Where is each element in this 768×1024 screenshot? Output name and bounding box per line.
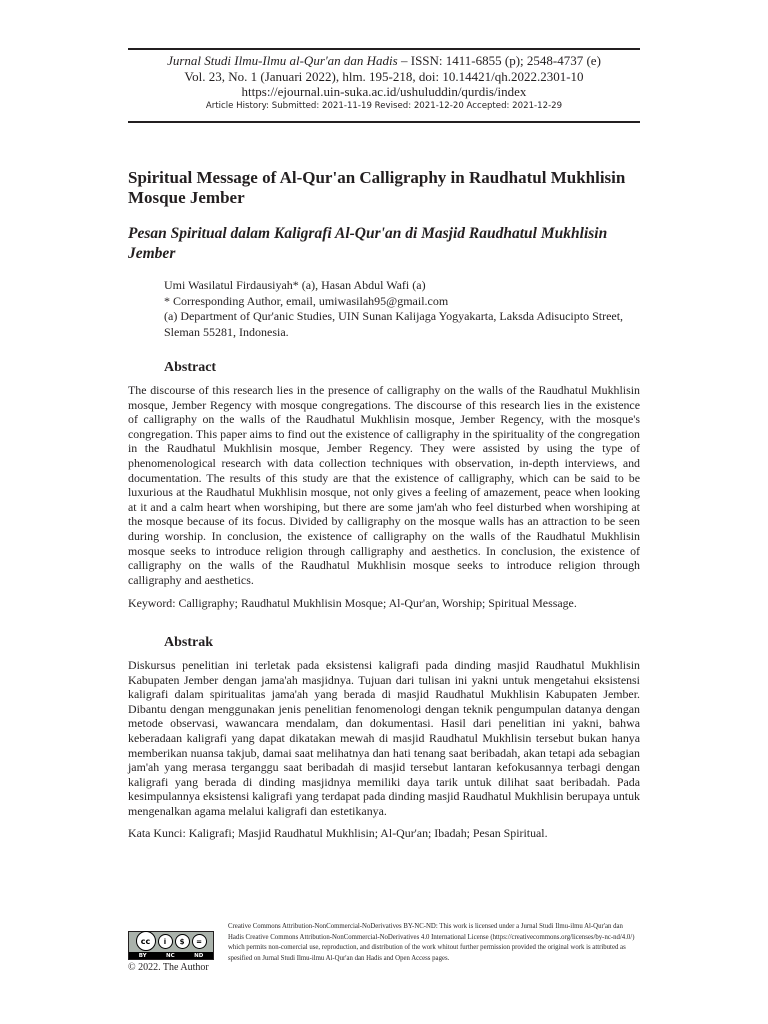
- journal-url[interactable]: https://ejournal.uin-suka.ac.id/ushuluddin/qurdis/index: [241, 84, 527, 99]
- header-bottom-rule: [128, 121, 640, 123]
- author-block: [164, 278, 640, 340]
- issn: – ISSN: 1411-6855 (p); 2548-4737 (e): [397, 53, 601, 68]
- article-title: Spiritual Message of Al-Qur'an Calligraphy in Raudhatul Mukhlisin Mosque Jember: [128, 168, 626, 207]
- cc-icon-row: [136, 934, 207, 951]
- nd-label: ND: [194, 952, 204, 959]
- copyright: © 2022. The Author: [128, 962, 209, 973]
- kata-kunci: Kata Kunci: Kaligrafi; Masjid Raudhatul Mukhlisin; Al-Qur'an; Ibadah; Pesan Spiritual.: [128, 826, 548, 840]
- abstrak-heading: Abstrak: [164, 635, 214, 650]
- nd-icon: =: [192, 934, 207, 949]
- journal-line: [128, 53, 640, 69]
- cc-icon: cc: [136, 931, 156, 951]
- journal-name: Jurnal Studi Ilmu-Ilmu al-Qur'an dan Hadis: [167, 53, 398, 68]
- abstract-text: The discourse of this research lies in the presence of calligraphy on the walls of the Raudhatul Mukhlisin mosque, Jember Regency with mosque congregations. The discourse of this research lies in the existence of calligraphy on the walls of the Raudhatul Mukhlisin mosque, Jember Regency, with the mosque's congregation. This paper aims to find out the existence of calligraphy in the spirituality of the congregation in the Raudhatul Mukhlisin mosque, Jember Regency. They were assisted by using the type of phenomenological research with data collection techniques with observation, in-depth interviews, and documentation. The results of this study are that the existence of calligraphy, which can be said to be luxurious at the Raudhatul Mukhlisin mosque, not only gives a feeling of amazement, peace when looking at it and a calm heart when worshiping, but there are some jam'ah who feel disturbed when worshiping at the mosque because of its focus. Divided by calligraphy on the mosque walls has an attraction to be seen during worship. In conclusion, the existence of calligraphy on the walls of the Raudhatul Mukhlisin mosque seeks to introduce religion through calligraphy and aesthetics. In conclusion, the existence of calligraphy on the walls of the Raudhatul Mukhlisin mosque seeks to introduce religion through calligraphy and aesthetics.: [128, 383, 640, 587]
- by-icon: i: [158, 934, 173, 949]
- author-names: Umi Wasilatul Firdausiyah* (a), Hasan Abdul Wafi (a): [164, 278, 426, 292]
- by-label: BY: [138, 952, 147, 959]
- abstract-heading: Abstract: [164, 360, 217, 375]
- cc-license-badge[interactable]: [128, 931, 214, 960]
- keywords: Keyword: Calligraphy; Raudhatul Mukhlisin Mosque; Al-Qur'an, Worship; Spiritual Message.: [128, 596, 577, 610]
- nc-icon: $: [175, 934, 190, 949]
- volume-line: Vol. 23, No. 1 (Januari 2022), hlm. 195-218, doi: 10.14421/qh.2022.2301-10: [184, 68, 584, 84]
- cc-label-strip: [129, 952, 213, 959]
- article-subtitle: Pesan Spiritual dalam Kaligrafi Al-Qur'an di Masjid Raudhatul Mukhlisin Jember: [128, 225, 608, 262]
- license-text: Creative Commons Attribution-NonCommercial-NoDerivatives BY-NC-ND: This work is licensed under a Jurnal Studi Ilmu-ilmu Al-Qur'an dan Hadis Creative Commons Attribution-NonCommercial-NoDerivatives 4.0 International License (https://creativecommons.org/licenses/by-nc-nd/4.0/) which permits non-comercial use, reproduction, and distribution of the work whitout further permission provided the original work is attributed as spesified on Jurnal Studi Ilmu-ilmu Al-Qur'an dan Hadis and Open Access pages.: [228, 923, 635, 962]
- journal-header: [128, 53, 640, 112]
- corresponding-author: * Corresponding Author, email, umiwasilah95@gmail.com: [164, 293, 449, 308]
- header-top-rule: [128, 48, 640, 50]
- nc-label: NC: [166, 952, 175, 959]
- abstrak-text: Diskursus penelitian ini terletak pada eksistensi kaligrafi pada dinding masjid Raudhatul Mukhlisin Kabupaten Jember dengan jama'ah masjidnya. Tujuan dari tulisan ini yakni untuk mengetahui eksistensi kaligrafi dalam spiritualitas jama'ah yang berada di masjid Raudhatul Mukhlisin Kabupaten Jember. Dibantu dengan menggunakan jenis penelitian fenomenologi dengan teknik pengumpulan datanya dengan metode observasi, wawancara mendalam, dan dokumentasi. Hasil dari penelitian ini yakni, bahwa keberadaan kaligrafi yang dapat dikatakan mewah di masjid Raudhatul Mukhlisin tersebut bukan hanya memberikan nuansa takjub, damai saat melihatnya dan hati tenang saat beribadah, akan tetapi ada sebagian jam'ah yang merasa terganggu saat beribadah di masjid tersebut lantaran kefokusannya terbagi dengan kaligrafi yang berada di dinding masjidnya memiliki daya tarik untuk dilihat saat beribadah. Pada kesimpulannya eksistensi kaligrafi yang terdapat pada dinding masjid Raudhatul Mukhlisin berupaya untuk mengenalkan agama melalui kaligrafi dan estetikanya.: [128, 658, 640, 818]
- article-history: Article History: Submitted: 2021-11-19 Revised: 2021-12-20 Accepted: 2021-12-29: [205, 100, 563, 111]
- affiliation: (a) Department of Qur'anic Studies, UIN Sunan Kalijaga Yogyakarta, Laksda Adisucipto Street, Sleman 55281, Indonesia.: [164, 309, 624, 339]
